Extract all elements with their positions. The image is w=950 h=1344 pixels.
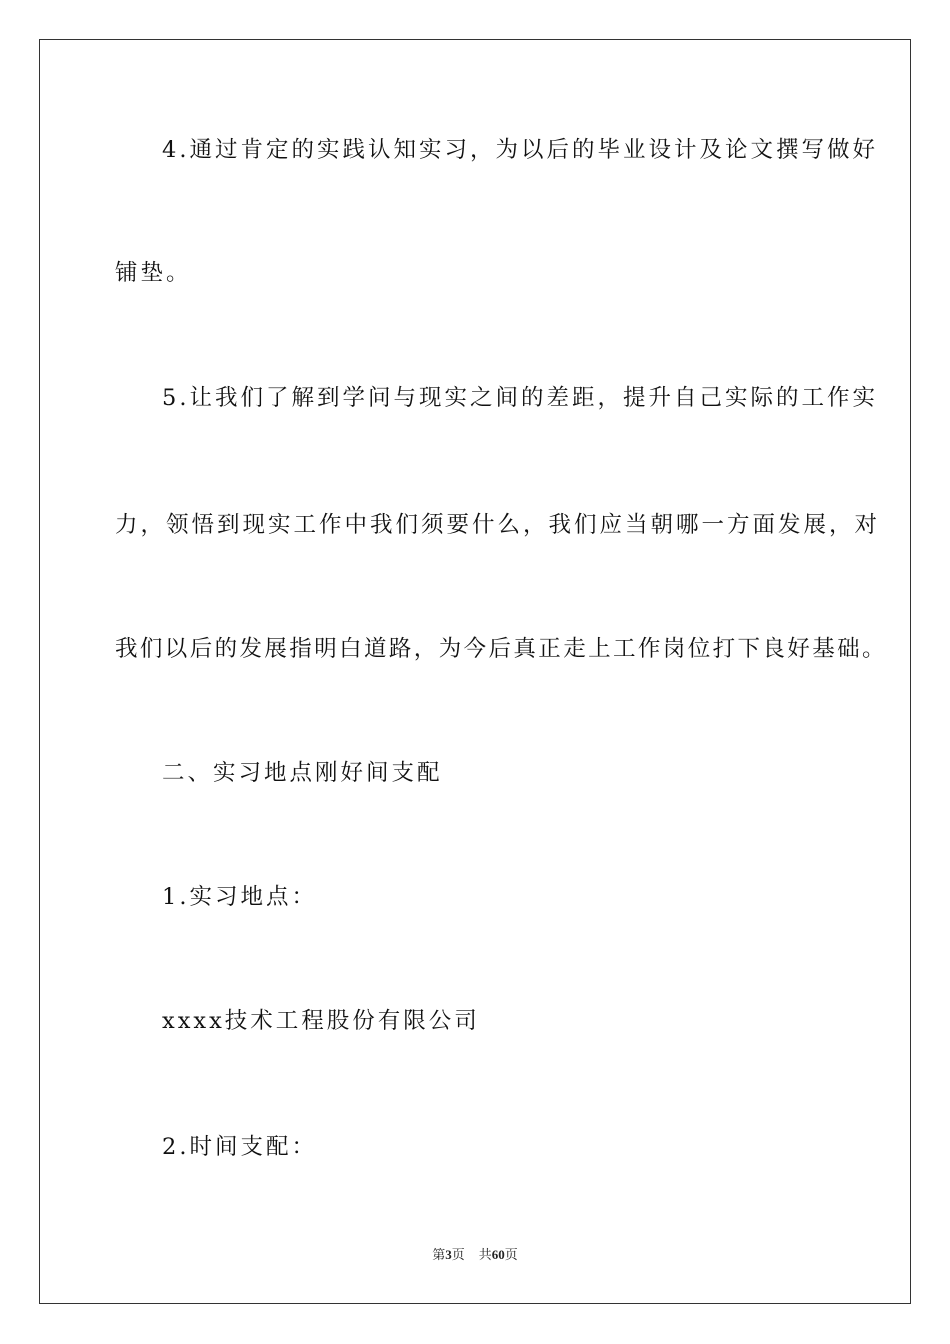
total-suffix: 页 [504, 1247, 518, 1262]
paragraph-item-5-continued-2: 我们以后的发展指明白道路，为今后真正走上工作岗位打下良好基础。 [115, 636, 887, 662]
page-suffix: 页 [451, 1247, 465, 1262]
total-pages: 60 [491, 1247, 505, 1262]
paragraph-item-4-continued: 铺垫。 [115, 260, 192, 286]
company-name: xxxx技术工程股份有限公司 [162, 1008, 480, 1034]
page-prefix: 第 [432, 1247, 446, 1262]
subheading-location: 1.实习地点： [162, 884, 317, 910]
subheading-schedule: 2.时间支配： [162, 1134, 317, 1160]
page-number: 3 [445, 1247, 452, 1262]
section-heading: 二、实习地点刚好间支配 [162, 760, 443, 786]
page-border [39, 39, 911, 1304]
paragraph-item-5-continued: 力，领悟到现实工作中我们须要什么，我们应当朝哪一方面发展，对 [115, 512, 881, 538]
paragraph-item-5: 5.让我们了解到学问与现实之间的差距，提升自己实际的工作实 [162, 385, 878, 411]
total-prefix: 共 [478, 1247, 492, 1262]
page-footer [0, 1246, 950, 1264]
paragraph-item-4: 4.通过肯定的实践认知实习，为以后的毕业设计及论文撰写做好 [162, 137, 878, 163]
